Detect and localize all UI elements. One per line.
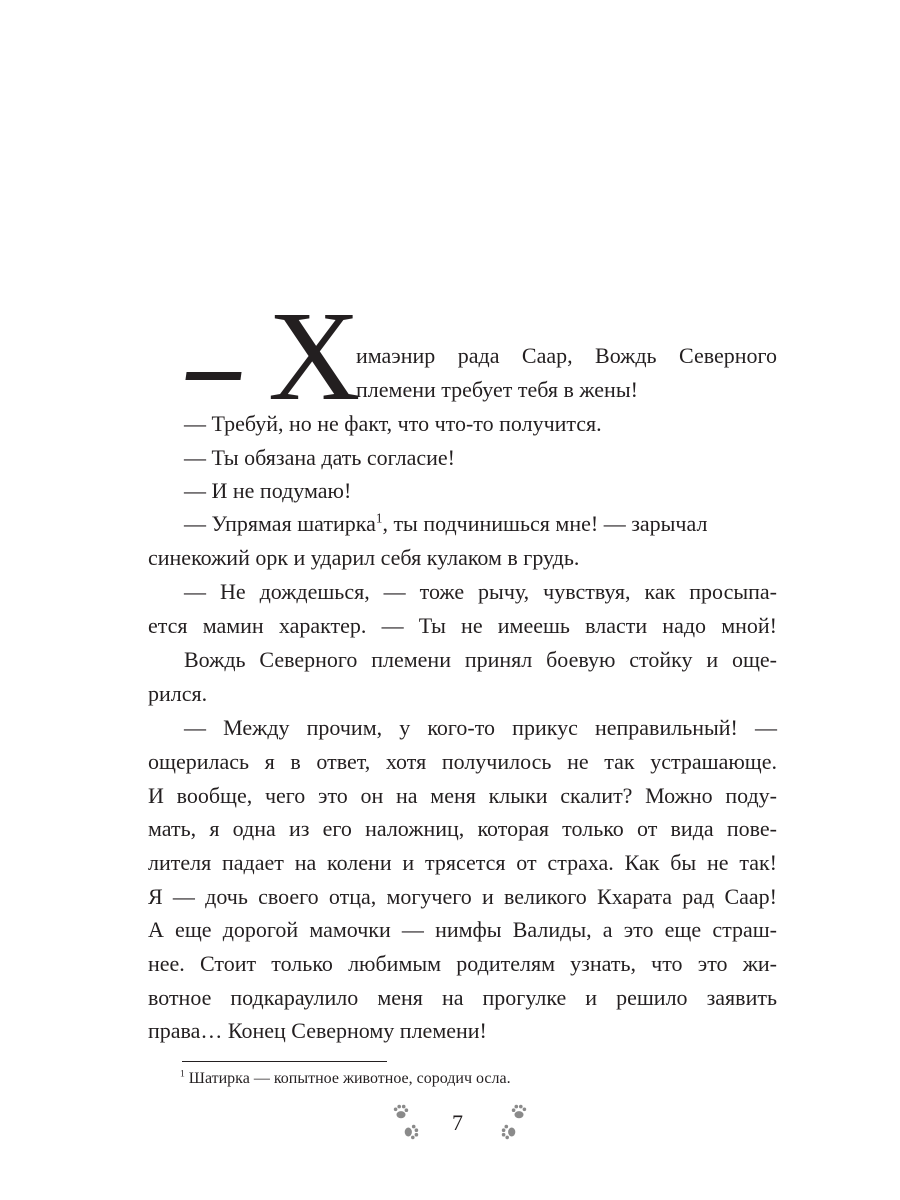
paw-icon [392, 1103, 410, 1121]
dropcap-dash [185, 372, 241, 380]
text-line: мать, я одна из его наложниц, которая только от вида пове- [148, 816, 777, 841]
text-line: вотное подкараулило меня на прогулке и решило заявить [148, 985, 777, 1010]
text-line: — Требуй, но не факт, что что-то получится. [184, 411, 602, 436]
footnote-reference[interactable]: 1 [375, 510, 383, 526]
text-line: племени требует тебя в жены! [356, 377, 638, 402]
text-line: Я — дочь своего отца, могучего и великого Кхарата рад Саар! [148, 884, 777, 909]
paw-icon [510, 1103, 528, 1121]
text-line: — Не дождешься, — тоже рычу, чувствуя, как просыпа- [184, 579, 777, 604]
page-number: 7 [452, 1110, 463, 1135]
text-line: — Ты обязана дать согласие! [184, 445, 455, 470]
text-line [184, 511, 777, 537]
text-line: синекожий орк и ударил себя кулаком в грудь. [148, 545, 580, 570]
paw-prints-right-icon [498, 1103, 538, 1147]
dropcap-letter: Х [268, 285, 361, 427]
paw-icon [402, 1123, 420, 1141]
text-line: лителя падает на колени и трясется от страха. Как бы не так! [148, 850, 777, 875]
text-line: — И не подумаю! [184, 478, 352, 503]
text-line: права… Конец Северному племени! [148, 1018, 487, 1043]
text-line-start: — Упрямая шатирка$^1$, ты подчинишься мне! — зарычал [184, 510, 708, 536]
text-line: ощерилась я в ответ, хотя получилось не так устрашающе. [148, 749, 777, 774]
paw-icon [500, 1123, 518, 1141]
footnote-text: Шатирка — копытное животное, сородич осла. [188, 1070, 511, 1087]
text-line: — Между прочим, у кого-то прикус неправильный! — [184, 715, 777, 740]
text-line: Вождь Северного племени принял боевую стойку и още- [184, 647, 777, 672]
footnote-divider [182, 1061, 387, 1062]
text-line: ется мамин характер. — Ты не имеешь власти надо мной! [148, 613, 777, 638]
text-line: рился. [148, 681, 208, 706]
text-line: А еще дорогой мамочки — нимфы Валиды, а это еще страш- [148, 917, 777, 942]
text-line: И вообще, чего это он на меня клыки скалит? Можно поду- [148, 783, 777, 808]
paw-prints-left-icon [392, 1103, 432, 1147]
text-line: нее. Стоит только любимым родителям узнать, что это жи- [148, 951, 777, 976]
footnote-marker: 1 [180, 1068, 185, 1080]
footnote [180, 1069, 511, 1089]
text-line: имаэнир рада Саар, Вождь Северного [356, 343, 777, 368]
